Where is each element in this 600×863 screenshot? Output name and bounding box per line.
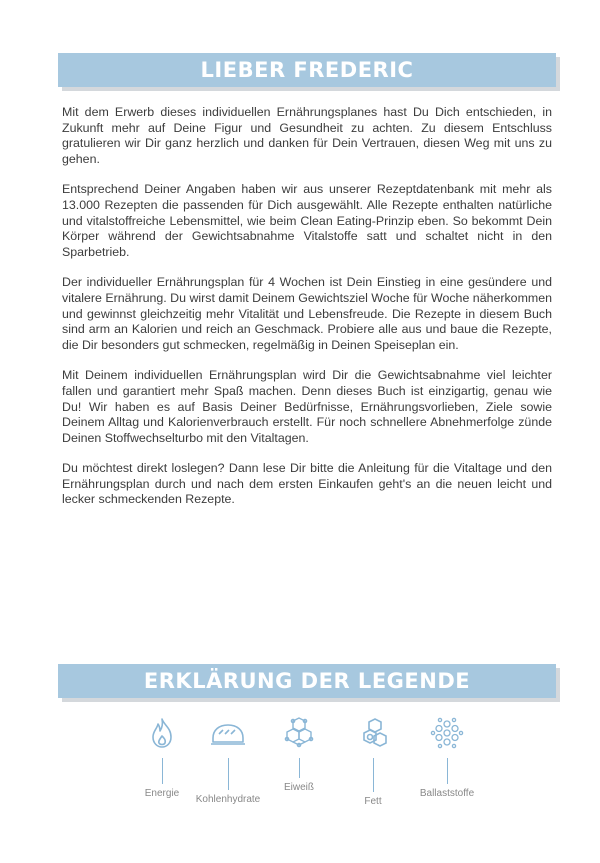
paragraph: Mit dem Erwerb dieses individuellen Ernährungsplanes hast Du Dich entschieden, in Zukunft mehr auf Deine Figur und Gesundheit zu achten. Zu diesem Entschluss gratulieren wir Dir ganz herzlich und danken für Dein Vertrauen, diesen Weg mit uns zu gehen. [62,105,552,166]
header-banner [58,53,556,87]
legend-label: Ballaststoffe [419,788,475,799]
legend [0,712,600,832]
page-title: LIEBER FREDERIC [200,58,414,82]
paragraph: Mit Deinem individuellen Ernährungsplan wird Dir die Gewichtsabnahme viel leichter fallen und garantiert mehr Spaß machen. Denn dieses Buch ist einzigartig, genau wie Du! Wir haben es auf Basis Deiner Bedürfnisse, Ernährungsvorlieben, Ziele sowie Deinem Alltag und Kalorienverbrauch erstellt. Für noch schnellere Abnehmerfolge zünde Deinen Stoffwechselturbo mit den Vitaltagen. [62,368,552,445]
legend-label: Eiweiß [283,782,314,793]
legend-label: Energie [144,788,180,799]
paragraph: Der individueller Ernährungsplan für 4 Wochen ist Dein Einstieg in eine gesündere und vitalere Ernährung. Du wirst damit Deinem Gewichtsziel Woche für Woche näherkommen und gewinnst gleichzeitig mehr Vitalität und Lebensfreude. Die Rezepte in diesem Buch sind arm an Kalorien und reich an Geschmack. Probiere alle aus und baue die Rezepte, die Dir besonders gut schmecken, regelmäßig in Deinen Speiseplan ein. [62,275,552,352]
legend-title: ERKLÄRUNG DER LEGENDE [143,669,471,693]
legend-banner [58,664,556,698]
legend-label: Fett [364,796,382,807]
legend-item-ballaststoffe [397,716,497,799]
fiber-icon [397,716,497,750]
intro-text [62,105,552,523]
paragraph: Du möchtest direkt loslegen? Dann lese Dir bitte die Anleitung für die Vitaltage und den Ernährungsplan durch und nach dem ersten Einkaufen geht's an die neuen leicht und lecker schmeckenden Rezepte. [62,461,552,507]
legend-label: Kohlenhydrate [195,794,261,805]
paragraph: Entsprechend Deiner Angaben haben wir aus unserer Rezeptdatenbank mit mehr als 13.000 Rezepten die passenden für Dich ausgewählt. Alle Rezepte enthalten natürliche und vitalstoffreiche Lebensmittel, wie beim Clean Eating-Prinzip eben. So bekommt Dein Körper während der Gewichtsabnahme Vitalstoffe satt und schaltet nicht in den Sparbetrieb. [62,182,552,259]
